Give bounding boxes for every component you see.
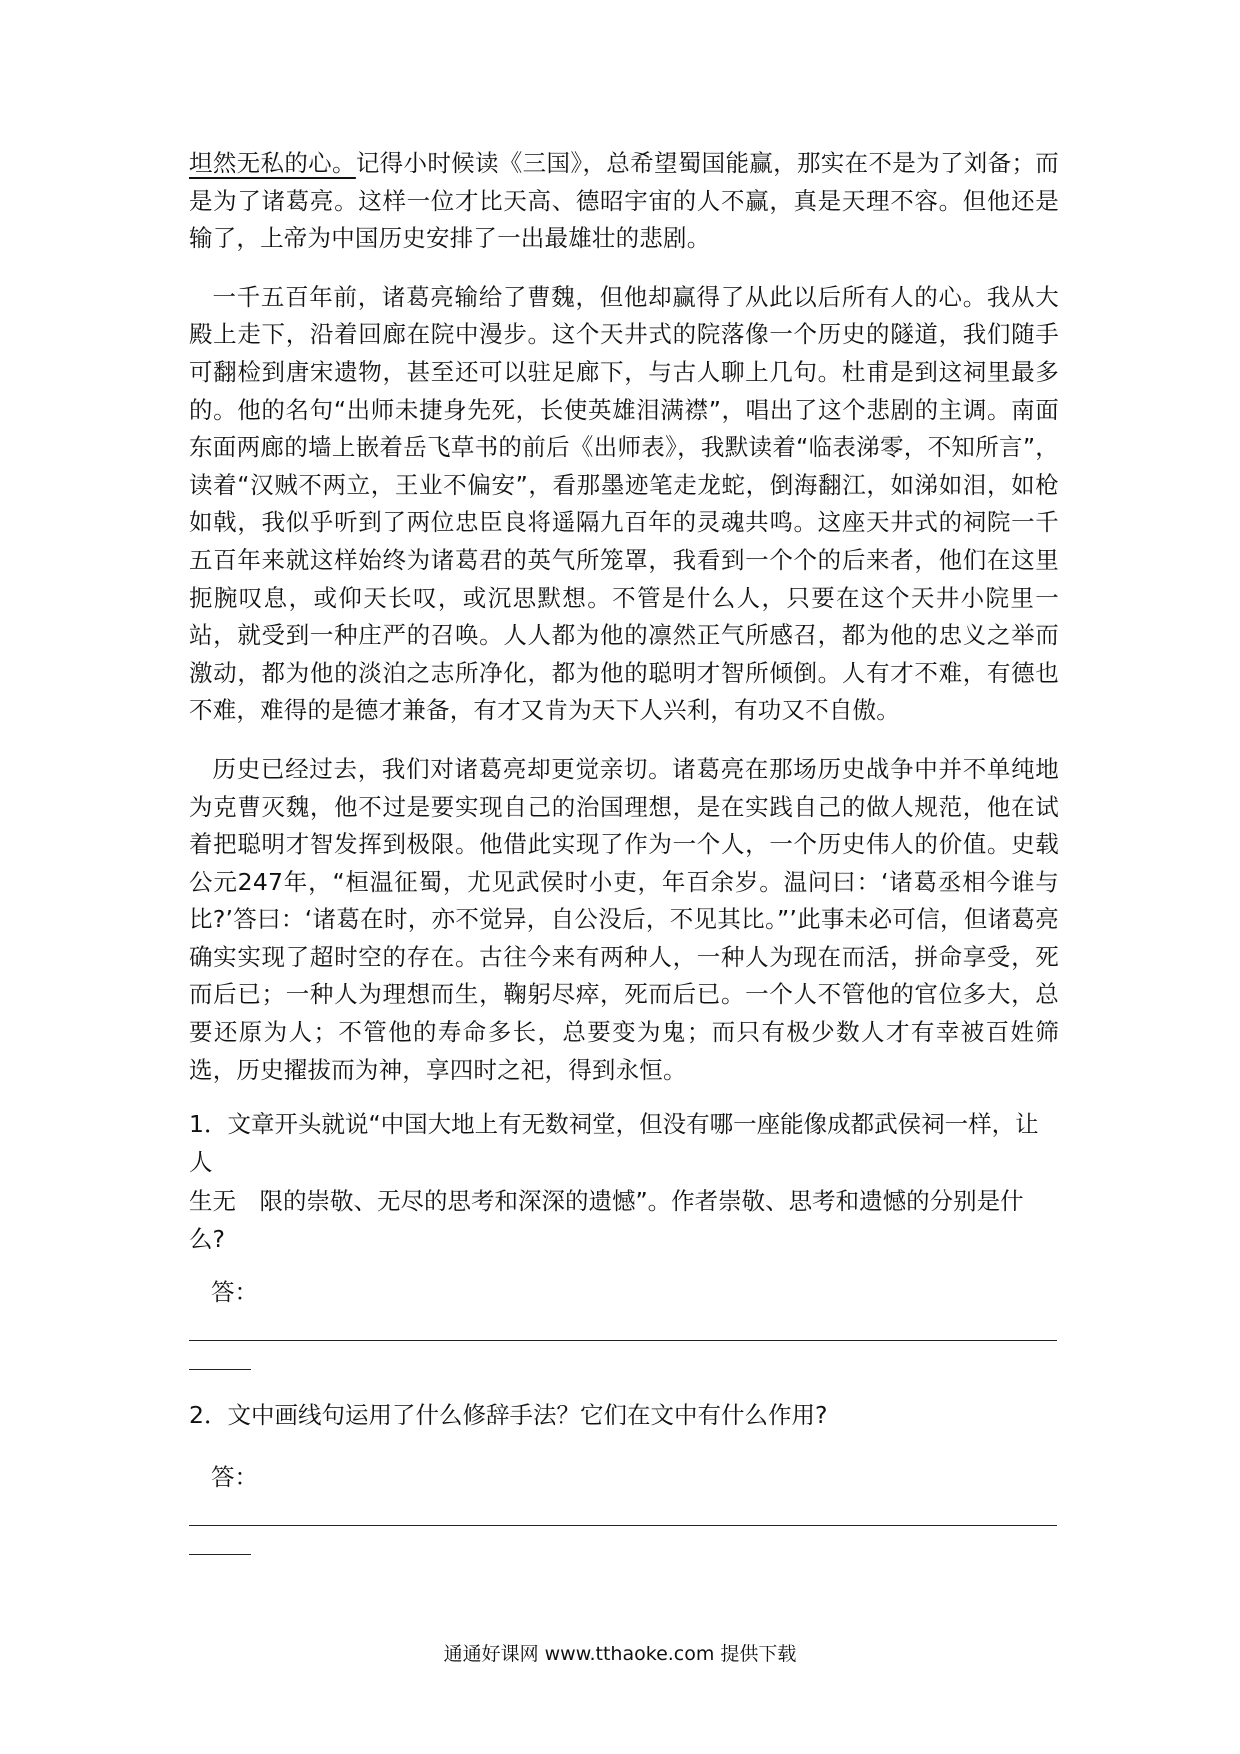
passage-paragraph-1-text: 记得小时候读《三国》，总希望蜀国能赢，那实在不是为了刘备；而是为了诸葛亮。这样一位才比天高、德昭宇宙的人不赢，真是天理不容。但他还是输了，上帝为中国历史安排了一出最雄壮的悲剧。	[189, 149, 1059, 253]
question-1-line-2: 生无 限的崇敬、无尽的思考和深深的遗憾”。作者崇敬、思考和遗憾的分别是什么?	[189, 1187, 1024, 1254]
page-footer: 通通好课网 www.tthaoke.com 提供下载	[443, 1643, 797, 1665]
underlined-sentence: 坦然无私的心。	[189, 149, 356, 177]
answer-2-label: 答：	[211, 1463, 258, 1492]
paragraph-gap	[189, 1089, 1059, 1105]
answer-2-line-tail	[189, 1554, 251, 1555]
document-content	[189, 145, 1059, 1555]
question-1	[189, 1105, 1059, 1370]
paragraph-gap	[189, 730, 1059, 751]
paragraph-gap	[189, 258, 1059, 279]
answer-1-label: 答：	[211, 1278, 258, 1307]
passage-paragraph-1	[189, 145, 1059, 258]
passage-paragraph-2: 一千五百年前，诸葛亮输给了曹魏，但他却赢得了从此以后所有人的心。我从大殿上走下，沿着回廊在院中漫步。这个天井式的院落像一个历史的隧道，我们随手可翻检到唐宋遗物，甚至还可以驻足廊下，与古人聊上几句。杜甫是到这祠里最多的。他的名句“出师未捷身先死，长使英雄泪满襟”，唱出了这个悲剧的主调。南面东面两廊的墙上嵌着岳飞草书的前后《出师表》，我默读着“临表涕零，不知所言”，读着“汉贼不两立，王业不偏安”，看那墨迹笔走龙蛇，倒海翻江，如涕如泪，如枪如戟，我似乎听到了两位忠臣良将遥隔九百年的灵魂共鸣。这座天井式的祠院一千五百年来就这样始终为诸葛君的英气所笼罩，我看到一个个的后来者，他们在这里扼腕叹息，或仰天长叹，或沉思默想。不管是什么人，只要在这个天井小院里一站，就受到一种庄严的召唤。人人都为他的凛然正气所感召，都为他的忠义之举而激动，都为他的淡泊之志所净化，都为他的聪明才智所倾倒。人有才不难，有德也不难，难得的是德才兼备，有才又肯为天下人兴利，有功又不自傲。	[189, 282, 1059, 725]
passage-paragraph-3: 历史已经过去，我们对诸葛亮却更觉亲切。诸葛亮在那场历史战争中并不单纯地为克曹灭魏，他不过是要实现自己的治国理想，是在实践自己的做人规范，他在试着把聪明才智发挥到极限。他借此实现了作为一个人，一个历史伟人的价值。史载公元247年，“桓温征蜀，尤见武侯时小吏，年百余岁。温问曰：‘诸葛丞相今谁与比?’答曰：‘诸葛在时，亦不觉异，自公没后，不见其比。”’此事未必可信，但诸葛亮确实实现了超时空的存在。古往今来有两种人，一种人为现在而活，拼命享受，死而后已；一种人为理想而生，鞠躬尽瘁，死而后已。一个人不管他的官位多大，总要还原为人；不管他的寿命多长，总要变为鬼；而只有极少数人才有幸被百姓筛选，历史擢拔而为神，享四时之祀，得到永恒。	[189, 754, 1059, 1084]
question-2	[189, 1396, 1059, 1555]
question-2-line-1: 2．文中画线句运用了什么修辞手法？它们在文中有什么作用?	[189, 1401, 828, 1430]
question-1-line-1: 1．文章开头就说“中国大地上有无数祠堂，但没有哪一座能像成都武侯祠一样，让人	[189, 1110, 1039, 1177]
